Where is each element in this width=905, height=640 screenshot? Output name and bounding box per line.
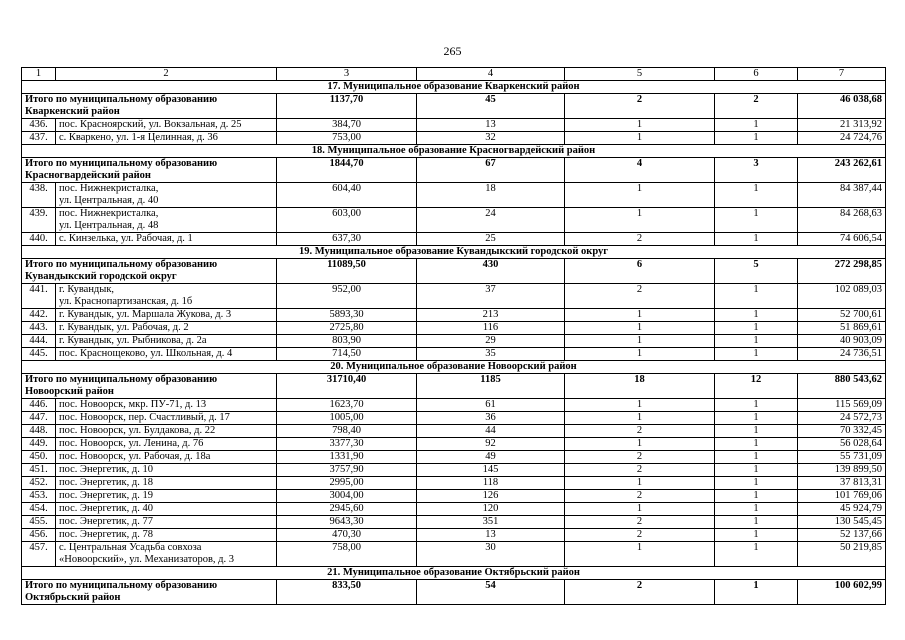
col6-value: 1 (715, 542, 798, 567)
col6-value: 3 (715, 158, 798, 183)
address-line: пос. Нижнекристалка, (59, 183, 159, 194)
address-line: пос. Энергетик, д. 77 (59, 516, 153, 527)
address-cell (56, 309, 277, 322)
residents-value: 116 (417, 322, 565, 335)
row-number: 456. (22, 529, 56, 542)
address-cell (56, 516, 277, 529)
col6-value: 1 (715, 284, 798, 309)
col5-value: 1 (565, 183, 715, 208)
address-line: пос. Нижнекристалка, (59, 208, 159, 219)
item-row (22, 322, 886, 335)
col5-value: 2 (565, 516, 715, 529)
address-line: Итого по муниципальному образованию (25, 259, 218, 270)
row-number: 441. (22, 284, 56, 309)
address-cell (56, 208, 277, 233)
area-value: 604,40 (277, 183, 417, 208)
row-number: 444. (22, 335, 56, 348)
amount-value: 51 869,61 (798, 322, 886, 335)
residents-value: 67 (417, 158, 565, 183)
address-line: г. Кувандык, (59, 284, 115, 295)
address-line: пос. Энергетик, д. 19 (59, 490, 153, 501)
address-cell (22, 580, 277, 605)
address-cell (56, 451, 277, 464)
col6-value: 1 (715, 529, 798, 542)
col5-value: 2 (565, 490, 715, 503)
amount-value: 84 268,63 (798, 208, 886, 233)
row-number: 446. (22, 399, 56, 412)
area-value: 2725,80 (277, 322, 417, 335)
col5-value: 1 (565, 322, 715, 335)
col6-value: 1 (715, 503, 798, 516)
residents-value: 145 (417, 464, 565, 477)
row-number: 452. (22, 477, 56, 490)
row-number: 445. (22, 348, 56, 361)
col5-value: 2 (565, 233, 715, 246)
address-cell (22, 259, 277, 284)
address-cell (56, 464, 277, 477)
col6-value: 1 (715, 399, 798, 412)
col5-value: 1 (565, 412, 715, 425)
item-row (22, 438, 886, 451)
column-number: 4 (417, 68, 565, 81)
amount-value: 56 028,64 (798, 438, 886, 451)
total-row (22, 158, 886, 183)
address-cell (22, 374, 277, 399)
amount-value: 880 543,62 (798, 374, 886, 399)
amount-value: 115 569,09 (798, 399, 886, 412)
address-line: пос. Новоорск, ул. Рабочая, д. 18а (59, 451, 211, 462)
amount-value: 102 089,03 (798, 284, 886, 309)
col5-value: 1 (565, 132, 715, 145)
col6-value: 1 (715, 335, 798, 348)
address-cell (22, 94, 277, 119)
area-value: 1844,70 (277, 158, 417, 183)
row-number: 437. (22, 132, 56, 145)
amount-value: 21 313,92 (798, 119, 886, 132)
amount-value: 130 545,45 (798, 516, 886, 529)
address-line: г. Кувандык, ул. Маршала Жукова, д. 3 (59, 309, 232, 320)
col5-value: 1 (565, 399, 715, 412)
area-value: 1137,70 (277, 94, 417, 119)
col5-value: 2 (565, 425, 715, 438)
area-value: 2995,00 (277, 477, 417, 490)
col6-value: 1 (715, 490, 798, 503)
area-value: 1005,00 (277, 412, 417, 425)
col5-value: 2 (565, 284, 715, 309)
section-title: 20. Муниципальное образование Новоорский район (22, 361, 886, 374)
address-line: пос. Энергетик, д. 40 (59, 503, 153, 514)
row-number: 455. (22, 516, 56, 529)
area-value: 1623,70 (277, 399, 417, 412)
col6-value: 1 (715, 183, 798, 208)
col6-value: 1 (715, 208, 798, 233)
address-cell (56, 425, 277, 438)
amount-value: 24 736,51 (798, 348, 886, 361)
area-value: 31710,40 (277, 374, 417, 399)
address-line: ул. Центральная, д. 40 (59, 195, 159, 206)
col5-value: 4 (565, 158, 715, 183)
address-cell (56, 542, 277, 567)
row-number: 457. (22, 542, 56, 567)
section-title: 18. Муниципальное образование Красногвардейский район (22, 145, 886, 158)
col5-value: 1 (565, 119, 715, 132)
housing-register-table (21, 67, 886, 605)
col5-value: 18 (565, 374, 715, 399)
col5-value: 2 (565, 529, 715, 542)
amount-value: 74 606,54 (798, 233, 886, 246)
amount-value: 52 700,61 (798, 309, 886, 322)
col5-value: 2 (565, 451, 715, 464)
col6-value: 1 (715, 464, 798, 477)
row-number: 454. (22, 503, 56, 516)
row-number: 447. (22, 412, 56, 425)
residents-value: 25 (417, 233, 565, 246)
col5-value: 6 (565, 259, 715, 284)
col5-value: 2 (565, 464, 715, 477)
residents-value: 213 (417, 309, 565, 322)
residents-value: 36 (417, 412, 565, 425)
address-cell (56, 322, 277, 335)
col6-value: 1 (715, 322, 798, 335)
row-number: 451. (22, 464, 56, 477)
address-cell (56, 183, 277, 208)
address-line: ул. Центральная, д. 48 (59, 220, 159, 231)
col6-value: 1 (715, 119, 798, 132)
column-number: 3 (277, 68, 417, 81)
address-line: пос. Новоорск, пер. Счастливый, д. 17 (59, 412, 230, 423)
item-row (22, 451, 886, 464)
section-header-row (22, 361, 886, 374)
col6-value: 1 (715, 580, 798, 605)
item-row (22, 208, 886, 233)
col6-value: 1 (715, 412, 798, 425)
residents-value: 35 (417, 348, 565, 361)
address-line: «Новоорский», ул. Механизаторов, д. 3 (59, 554, 235, 565)
address-line: Кваркенский район (25, 106, 120, 117)
area-value: 1331,90 (277, 451, 417, 464)
amount-value: 46 038,68 (798, 94, 886, 119)
area-value: 5893,30 (277, 309, 417, 322)
address-line: Новоорский район (25, 386, 114, 397)
address-cell (56, 529, 277, 542)
col6-value: 2 (715, 94, 798, 119)
address-line: Кувандыкский городской округ (25, 271, 177, 282)
amount-value: 100 602,99 (798, 580, 886, 605)
col5-value: 1 (565, 503, 715, 516)
total-row (22, 259, 886, 284)
row-number: 440. (22, 233, 56, 246)
amount-value: 84 387,44 (798, 183, 886, 208)
area-value: 470,30 (277, 529, 417, 542)
column-number-row (22, 68, 886, 81)
col5-value: 1 (565, 348, 715, 361)
col5-value: 1 (565, 335, 715, 348)
section-header-row (22, 145, 886, 158)
address-line: с. Кинзелька, ул. Рабочая, д. 1 (59, 233, 193, 244)
amount-value: 45 924,79 (798, 503, 886, 516)
residents-value: 45 (417, 94, 565, 119)
col6-value: 1 (715, 309, 798, 322)
address-cell (56, 438, 277, 451)
address-line: с. Кваркено, ул. 1-я Целинная, д. 36 (59, 132, 218, 143)
item-row (22, 542, 886, 567)
residents-value: 54 (417, 580, 565, 605)
residents-value: 92 (417, 438, 565, 451)
address-cell (56, 132, 277, 145)
residents-value: 1185 (417, 374, 565, 399)
item-row (22, 335, 886, 348)
row-number: 450. (22, 451, 56, 464)
item-row (22, 503, 886, 516)
col6-value: 1 (715, 348, 798, 361)
row-number: 439. (22, 208, 56, 233)
item-row (22, 464, 886, 477)
col6-value: 1 (715, 233, 798, 246)
residents-value: 118 (417, 477, 565, 490)
residents-value: 32 (417, 132, 565, 145)
col5-value: 1 (565, 477, 715, 490)
section-title: 21. Муниципальное образование Октябрьский район (22, 567, 886, 580)
col6-value: 1 (715, 438, 798, 451)
item-row (22, 477, 886, 490)
section-header-row (22, 246, 886, 259)
address-line: пос. Энергетик, д. 78 (59, 529, 153, 540)
area-value: 3004,00 (277, 490, 417, 503)
address-line: пос. Краснощеково, ул. Школьная, д. 4 (59, 348, 233, 359)
column-number: 6 (715, 68, 798, 81)
page-number: 265 (443, 44, 462, 58)
address-line: пос. Энергетик, д. 10 (59, 464, 153, 475)
amount-value: 24 724,76 (798, 132, 886, 145)
column-number: 7 (798, 68, 886, 81)
residents-value: 30 (417, 542, 565, 567)
address-cell (56, 335, 277, 348)
amount-value: 139 899,50 (798, 464, 886, 477)
address-line: пос. Новоорск, ул. Булдакова, д. 22 (59, 425, 216, 436)
residents-value: 24 (417, 208, 565, 233)
address-line: Октябрьский район (25, 592, 121, 603)
row-number: 442. (22, 309, 56, 322)
address-line: с. Центральная Усадьба совхоза (59, 542, 202, 553)
area-value: 603,00 (277, 208, 417, 233)
area-value: 384,70 (277, 119, 417, 132)
address-cell (56, 490, 277, 503)
row-number: 449. (22, 438, 56, 451)
area-value: 758,00 (277, 542, 417, 567)
residents-value: 13 (417, 529, 565, 542)
item-row (22, 348, 886, 361)
address-line: Итого по муниципальному образованию (25, 94, 218, 105)
residents-value: 18 (417, 183, 565, 208)
address-cell (56, 399, 277, 412)
address-cell (56, 284, 277, 309)
area-value: 2945,60 (277, 503, 417, 516)
item-row (22, 425, 886, 438)
area-value: 637,30 (277, 233, 417, 246)
address-cell (56, 119, 277, 132)
col5-value: 1 (565, 438, 715, 451)
column-number: 1 (22, 68, 56, 81)
amount-value: 52 137,66 (798, 529, 886, 542)
col6-value: 12 (715, 374, 798, 399)
address-line: пос. Красноярский, ул. Вокзальная, д. 25 (59, 119, 242, 130)
col6-value: 1 (715, 425, 798, 438)
item-row (22, 529, 886, 542)
residents-value: 49 (417, 451, 565, 464)
total-row (22, 580, 886, 605)
area-value: 11089,50 (277, 259, 417, 284)
col5-value: 2 (565, 580, 715, 605)
row-number: 443. (22, 322, 56, 335)
total-row (22, 94, 886, 119)
col6-value: 5 (715, 259, 798, 284)
residents-value: 126 (417, 490, 565, 503)
item-row (22, 183, 886, 208)
residents-value: 61 (417, 399, 565, 412)
area-value: 9643,30 (277, 516, 417, 529)
amount-value: 55 731,09 (798, 451, 886, 464)
amount-value: 272 298,85 (798, 259, 886, 284)
item-row (22, 412, 886, 425)
area-value: 3757,90 (277, 464, 417, 477)
table-body (22, 68, 886, 605)
residents-value: 351 (417, 516, 565, 529)
row-number: 453. (22, 490, 56, 503)
address-cell (56, 477, 277, 490)
col5-value: 2 (565, 94, 715, 119)
address-line: Итого по муниципальному образованию (25, 158, 218, 169)
item-row (22, 132, 886, 145)
address-line: ул. Краснопартизанская, д. 1б (59, 296, 193, 307)
area-value: 3377,30 (277, 438, 417, 451)
address-line: пос. Новоорск, мкр. ПУ-71, д. 13 (59, 399, 207, 410)
section-title: 17. Муниципальное образование Кваркенский район (22, 81, 886, 94)
section-header-row (22, 567, 886, 580)
address-line: г. Кувандык, ул. Рыбникова, д. 2а (59, 335, 207, 346)
area-value: 803,90 (277, 335, 417, 348)
address-line: пос. Энергетик, д. 18 (59, 477, 153, 488)
col5-value: 1 (565, 208, 715, 233)
address-cell (56, 503, 277, 516)
item-row (22, 284, 886, 309)
address-line: Красногвардейский район (25, 170, 151, 181)
residents-value: 29 (417, 335, 565, 348)
amount-value: 70 332,45 (798, 425, 886, 438)
residents-value: 13 (417, 119, 565, 132)
row-number: 448. (22, 425, 56, 438)
col6-value: 1 (715, 132, 798, 145)
address-cell (56, 348, 277, 361)
col6-value: 1 (715, 516, 798, 529)
item-row (22, 399, 886, 412)
address-line: Итого по муниципальному образованию (25, 374, 218, 385)
column-number: 5 (565, 68, 715, 81)
row-number: 438. (22, 183, 56, 208)
address-cell (56, 233, 277, 246)
col5-value: 1 (565, 309, 715, 322)
amount-value: 24 572,73 (798, 412, 886, 425)
section-header-row (22, 81, 886, 94)
item-row (22, 309, 886, 322)
total-row (22, 374, 886, 399)
col6-value: 1 (715, 451, 798, 464)
amount-value: 40 903,09 (798, 335, 886, 348)
area-value: 952,00 (277, 284, 417, 309)
amount-value: 50 219,85 (798, 542, 886, 567)
address-cell (56, 412, 277, 425)
amount-value: 101 769,06 (798, 490, 886, 503)
item-row (22, 490, 886, 503)
item-row (22, 233, 886, 246)
item-row (22, 119, 886, 132)
address-line: г. Кувандык, ул. Рабочая, д. 2 (59, 322, 189, 333)
residents-value: 120 (417, 503, 565, 516)
row-number: 436. (22, 119, 56, 132)
column-number: 2 (56, 68, 277, 81)
area-value: 833,50 (277, 580, 417, 605)
section-title: 19. Муниципальное образование Кувандыкский городской округ (22, 246, 886, 259)
address-line: пос. Новоорск, ул. Ленина, д. 76 (59, 438, 204, 449)
residents-value: 44 (417, 425, 565, 438)
area-value: 798,40 (277, 425, 417, 438)
amount-value: 37 813,31 (798, 477, 886, 490)
area-value: 753,00 (277, 132, 417, 145)
amount-value: 243 262,61 (798, 158, 886, 183)
col5-value: 1 (565, 542, 715, 567)
area-value: 714,50 (277, 348, 417, 361)
residents-value: 430 (417, 259, 565, 284)
address-cell (22, 158, 277, 183)
address-line: Итого по муниципальному образованию (25, 580, 218, 591)
item-row (22, 516, 886, 529)
residents-value: 37 (417, 284, 565, 309)
col6-value: 1 (715, 477, 798, 490)
